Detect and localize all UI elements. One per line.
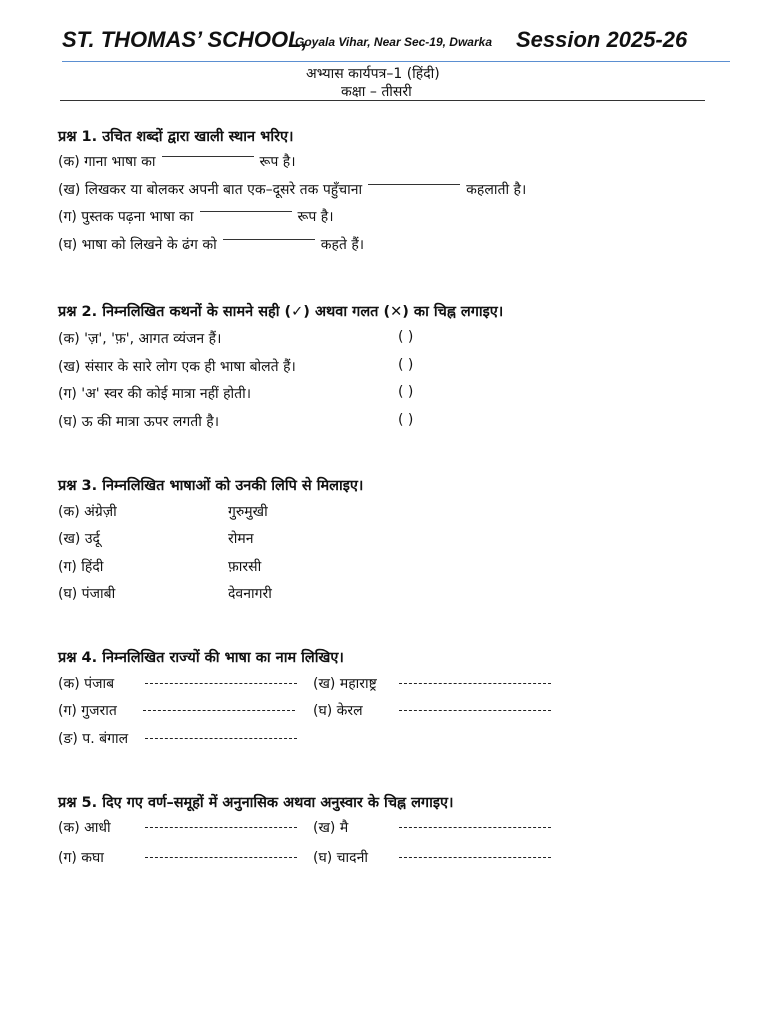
q2-item-2: (ख) संसार के सारे लोग एक ही भाषा बोलते हैं।	[58, 359, 296, 375]
class-label: कक्षा – तीसरी	[341, 84, 412, 100]
q2-item-4: (घ) ऊ की मात्रा ऊपर लगती है।	[58, 414, 220, 430]
q3-script-1: गुरुमुखी	[228, 504, 268, 520]
q2-item-1: (क) 'ज़', 'फ़', आगत व्यंजन हैं।	[58, 331, 222, 347]
q1-item-2-text: (ख) लिखकर या बोलकर अपनी बात एक–दूसरे तक पहुँचाना	[58, 182, 363, 198]
school-name: ST. THOMAS’ SCHOOL,	[62, 27, 308, 52]
q5-blank-3[interactable]	[145, 857, 297, 858]
q3-language-2: (ख) उर्दू	[58, 531, 100, 547]
q1-item-4-text: (घ) भाषा को लिखने के ढंग को	[58, 237, 217, 253]
q4-blank-2[interactable]	[399, 683, 551, 684]
q1-item-4-tail: कहते हैं।	[320, 237, 365, 253]
q4-blank-1[interactable]	[145, 683, 297, 684]
q2-answer-box-1[interactable]: ( )	[398, 329, 414, 345]
q3-script-4: देवनागरी	[228, 586, 272, 602]
q4-state-2: (ख) महाराष्ट्र	[313, 676, 377, 692]
q4-heading: प्रश्न 4. निम्नलिखित राज्यों की भाषा का नाम लिखिए।	[58, 650, 344, 666]
session-label: Session 2025-26	[516, 27, 688, 52]
q1-item-1-text: (क) गाना भाषा का	[58, 154, 156, 170]
q4-state-4: (घ) केरल	[313, 703, 363, 719]
q4-state-1: (क) पंजाब	[58, 676, 115, 692]
q4-state-3: (ग) गुजरात	[58, 703, 117, 719]
q1-item-4	[58, 235, 364, 254]
q1-item-1-blank[interactable]	[162, 156, 254, 157]
school-address: Goyala Vihar, Near Sec-19, Dwarka	[295, 35, 492, 49]
q5-word-1: (क) आधी	[58, 820, 111, 836]
q3-language-1: (क) अंग्रेज़ी	[58, 504, 117, 520]
q1-item-2	[58, 180, 526, 199]
q1-item-3-tail: रूप है।	[297, 209, 334, 225]
worksheet-title: अभ्यास कार्यपत्र–1 (हिंदी)	[306, 66, 440, 82]
q2-answer-box-3[interactable]: ( )	[398, 384, 414, 400]
q4-state-5: (ङ) प. बंगाल	[58, 731, 129, 747]
q2-item-3: (ग) 'अ' स्वर की कोई मात्रा नहीं होती।	[58, 386, 252, 402]
q5-heading: प्रश्न 5. दिए गए वर्ण–समूहों में अनुनासिक अथवा अनुस्वार के चिह्न लगाइए।	[58, 795, 454, 811]
q5-blank-1[interactable]	[145, 827, 297, 828]
q3-script-2: रोमन	[228, 531, 254, 547]
q2-answer-box-2[interactable]: ( )	[398, 357, 414, 373]
q1-item-4-blank[interactable]	[223, 239, 315, 240]
q3-heading: प्रश्न 3. निम्नलिखित भाषाओं को उनकी लिपि से मिलाइए।	[58, 478, 364, 494]
q5-word-2: (ख) मै	[313, 820, 349, 836]
q5-blank-2[interactable]	[399, 827, 551, 828]
q4-blank-3[interactable]	[143, 710, 295, 711]
header-divider	[62, 61, 730, 62]
q4-blank-5[interactable]	[145, 738, 297, 739]
q5-word-4: (घ) चादनी	[313, 850, 368, 866]
q1-item-3	[58, 207, 334, 226]
q5-word-3: (ग) कघा	[58, 850, 104, 866]
q1-item-3-text: (ग) पुस्तक पढ़ना भाषा का	[58, 209, 194, 225]
q2-answer-box-4[interactable]: ( )	[398, 412, 414, 428]
title-separator	[60, 100, 705, 101]
q3-language-3: (ग) हिंदी	[58, 559, 104, 575]
q1-item-2-blank[interactable]	[368, 184, 460, 185]
q3-script-3: फ़ारसी	[228, 559, 262, 575]
q5-blank-4[interactable]	[399, 857, 551, 858]
q1-heading: प्रश्न 1. उचित शब्दों द्वारा खाली स्थान भरिए।	[58, 129, 294, 145]
q1-item-3-blank[interactable]	[200, 211, 292, 212]
q1-item-2-tail: कहलाती है।	[466, 182, 527, 198]
q1-item-1	[58, 152, 296, 171]
q4-blank-4[interactable]	[399, 710, 551, 711]
q1-item-1-tail: रूप है।	[259, 154, 296, 170]
q2-heading: प्रश्न 2. निम्नलिखित कथनों के सामने सही (✓) अथवा गलत (✕) का चिह्न लगाइए।	[58, 304, 504, 320]
q3-language-4: (घ) पंजाबी	[58, 586, 116, 602]
